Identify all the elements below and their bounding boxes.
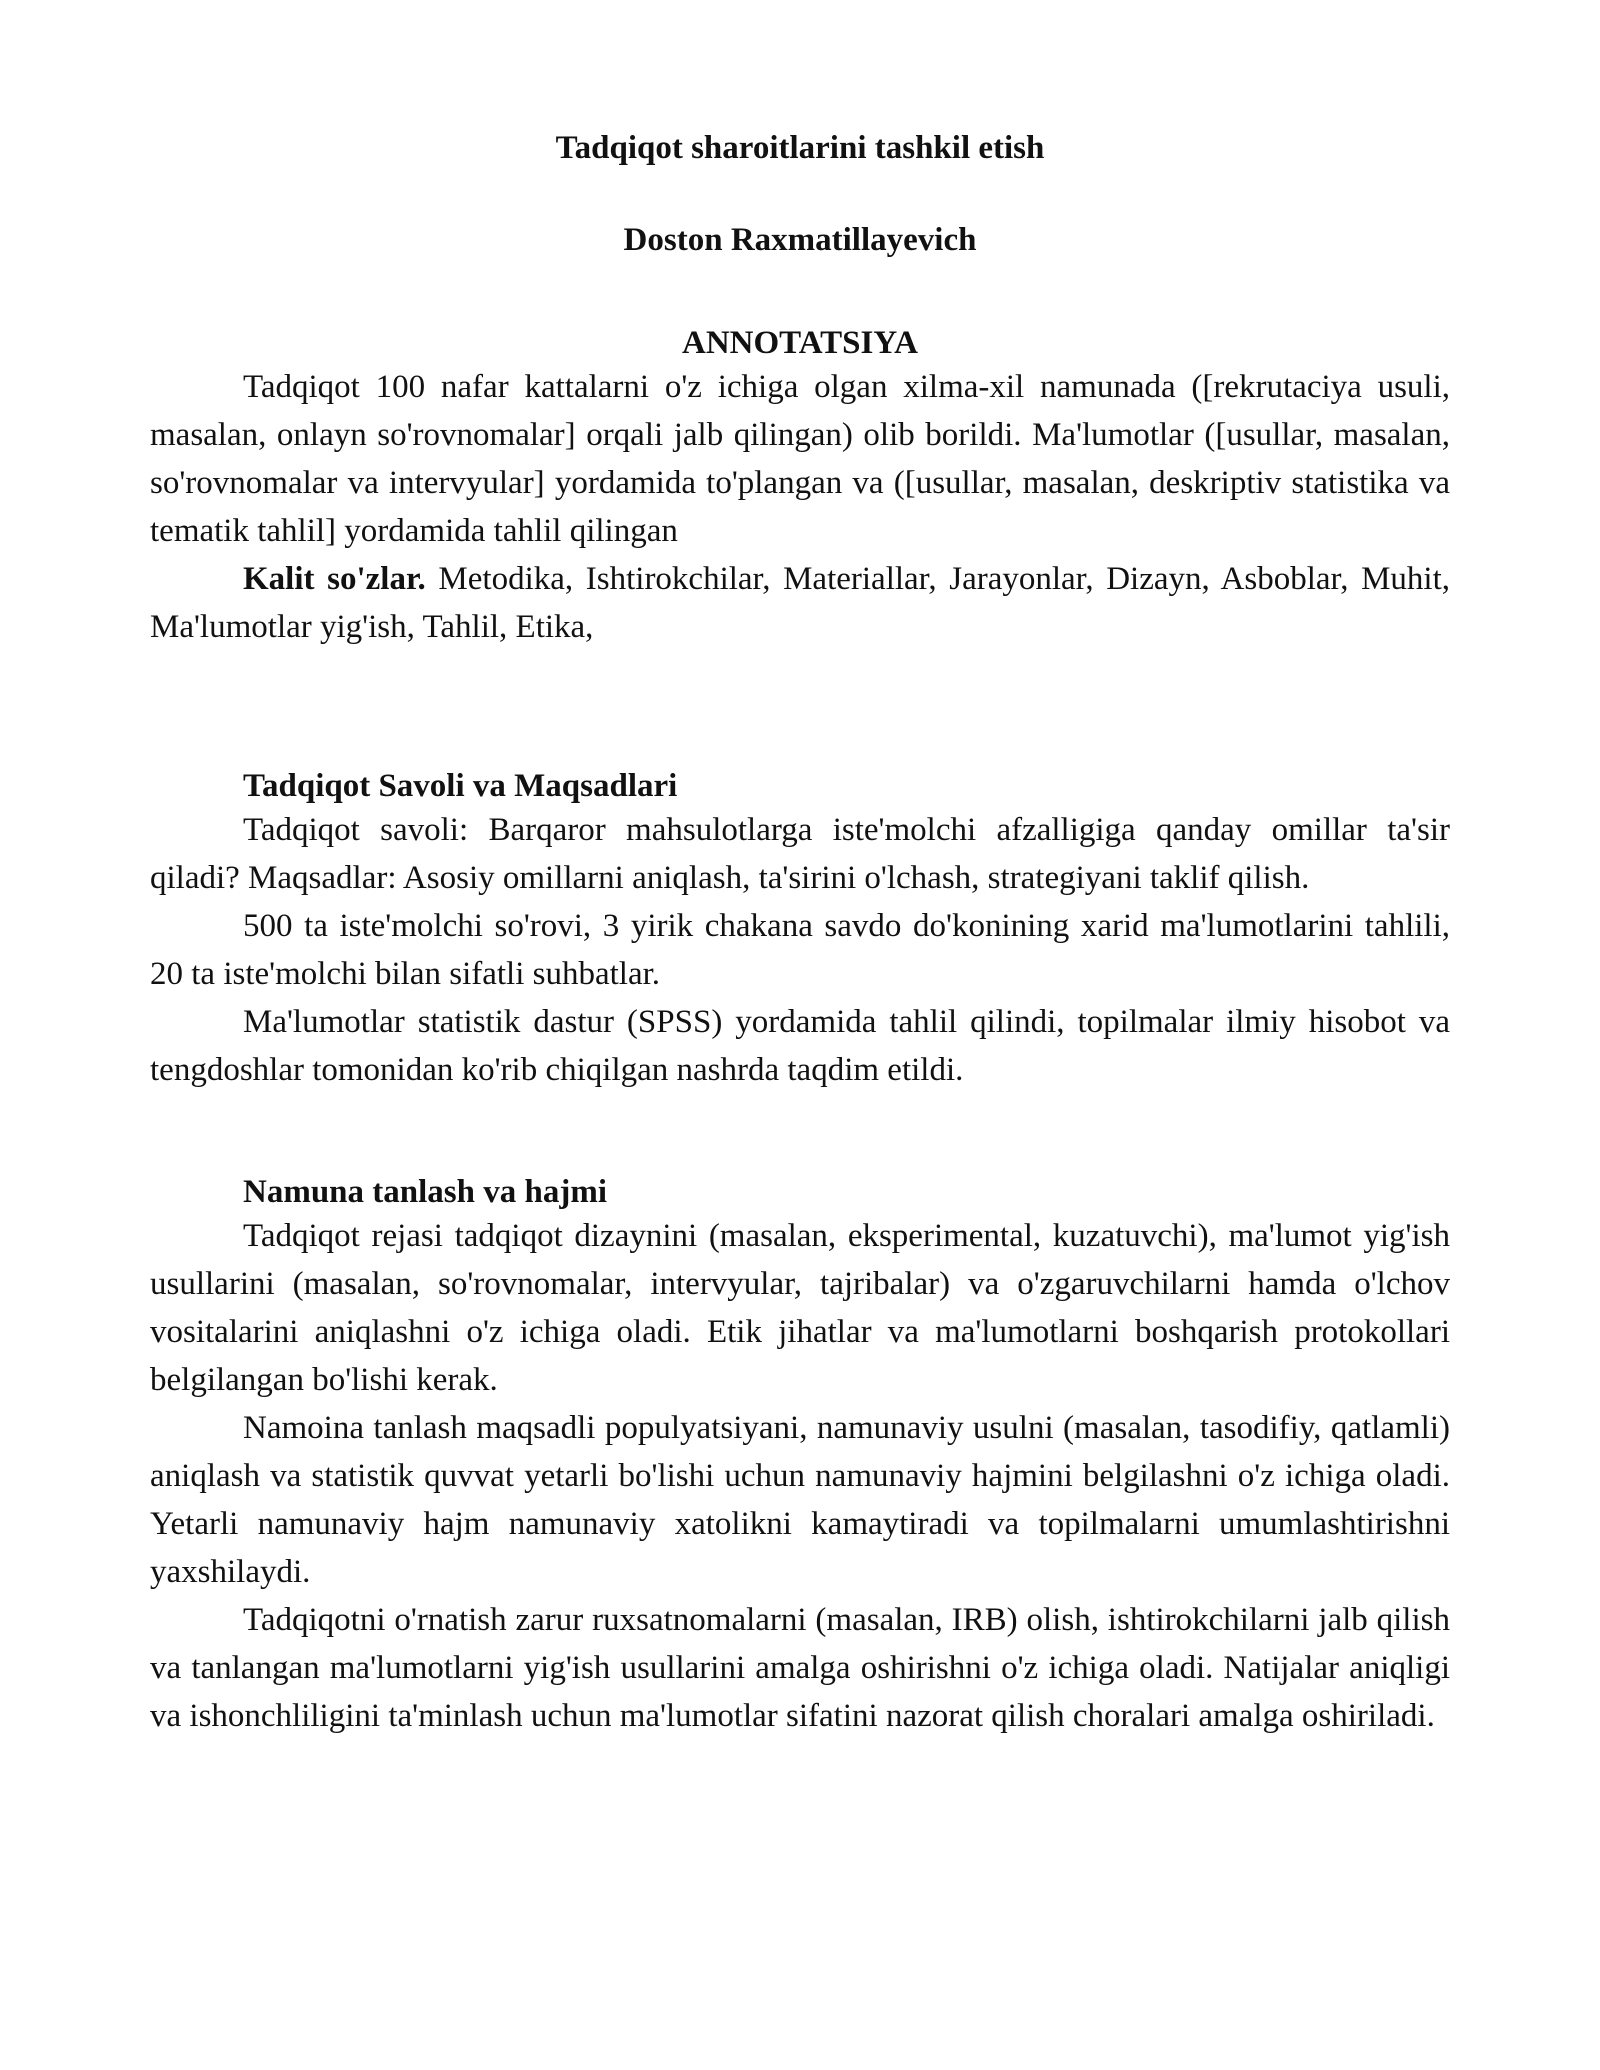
section1-paragraph-1: Tadqiqot savoli: Barqaror mahsulotlarga iste'molchi afzalligiga qanday omillar ta'sir qiladi? Maqsadlar: Asosiy omillarni aniqlash, ta'sirini o'lchash, strategiyani taklif qilish. [150, 812, 1450, 896]
section2-paragraph-3: Tadqiqotni o'rnatish zarur ruxsatnomalarni (masalan, IRB) olish, ishtirokchilarni jalb qilish va tanlangan ma'lumotlarni yig'ish usullarini amalga oshirishni o'z ichiga oladi. Natijalar aniqligi va ishonchliligini ta'minlash uchun ma'lumotlar sifatini nazorat qilish choralari amalga oshiriladi. [150, 1602, 1450, 1734]
annotation-paragraph: Tadqiqot 100 nafar kattalarni o'z ichiga olgan xilma-xil namunada ([rekrutaciya usuli, masalan, onlayn so'rovnomalar] orqali jalb qilingan) olib borildi. Ma'lumotlar ([usullar, masalan, so'rovnomalar va intervyular] yordamida to'plangan va ([usullar, masalan, deskriptiv statistika va tematik tahlil] yordamida tahlil qilingan [150, 369, 1450, 549]
keywords-paragraph [150, 555, 1450, 651]
document-title: Tadqiqot sharoitlarini tashkil etish [555, 130, 1045, 166]
keywords-label: Kalit so'zlar. [243, 561, 426, 597]
document-content [150, 128, 1450, 1740]
section1-paragraph-2: 500 ta iste'molchi so'rovi, 3 yirik chakana savdo do'konining xarid ma'lumotlarini tahlili, 20 ta iste'molchi bilan sifatli suhbatlar. [150, 908, 1450, 992]
section-heading-sampling: Namuna tanlash va hajmi [243, 1174, 607, 1210]
section1-paragraph-3: Ma'lumotlar statistik dastur (SPSS) yordamida tahlil qilindi, topilmalar ilmiy hisobot va tengdoshlar tomonidan ko'rib chiqilgan nashrda taqdim etildi. [150, 1004, 1450, 1088]
section-heading-research-question: Tadqiqot Savoli va Maqsadlari [243, 768, 678, 804]
keywords-list: Metodika, Ishtirokchilar, Materiallar, Jarayonlar, Dizayn, Asboblar, Muhit, Ma'lumotlar yig'ish, Tahlil, Etika, [150, 561, 1450, 645]
annotation-heading: ANNOTATSIYA [682, 325, 918, 361]
author-name: Doston Raxmatillayevich [623, 222, 977, 258]
section2-paragraph-2: Namoina tanlash maqsadli populyatsiyani, namunaviy usulni (masalan, tasodifiy, qatlamli) aniqlash va statistik quvvat yetarli bo'lishi uchun namunaviy hajmini belgilashni o'z ichiga oladi. Yetarli namunaviy hajm namunaviy xatolikni kamaytiradi va topilmalarni umumlashtirishni yaxshilaydi. [150, 1410, 1450, 1590]
section2-paragraph-1: Tadqiqot rejasi tadqiqot dizaynini (masalan, eksperimental, kuzatuvchi), ma'lumot yig'ish usullarini (masalan, so'rovnomalar, intervyular, tajribalar) va o'zgaruvchilarni hamda o'lchov vositalarini aniqlashni o'z ichiga oladi. Etik jihatlar va ma'lumotlarni boshqarish protokollari belgilangan bo'lishi kerak. [150, 1218, 1450, 1398]
